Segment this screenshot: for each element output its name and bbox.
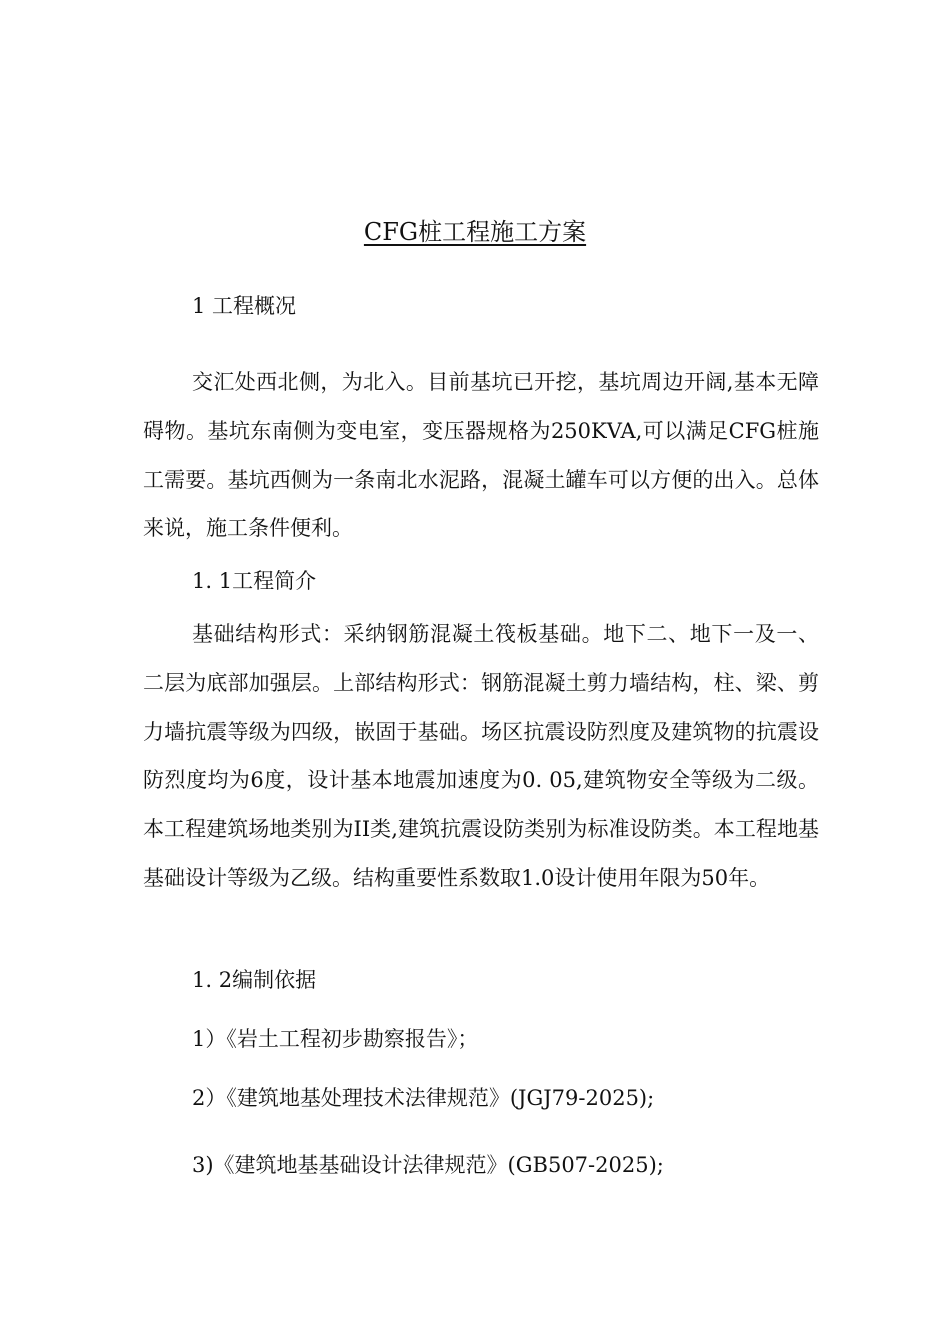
section-heading-1: 1 工程概况: [192, 294, 297, 318]
reference-item: 1）《岩土工程初步勘察报告》；: [192, 1027, 479, 1051]
reference-item: 2）《建筑地基处理技术法律规范》(JGJ79-2025);: [192, 1086, 655, 1110]
document-title: CFG桩工程施工方案: [363, 218, 587, 246]
section-heading-1-2: 1. 2编制依据: [192, 968, 317, 992]
section-heading-1-1: 1. 1工程简介: [192, 569, 317, 593]
reference-item: 3)《建筑地基基础设计法律规范》(GB507-2025);: [192, 1153, 664, 1177]
paragraph-project-intro: 基础结构形式：采纳钢筋混凝土筏板基础。地下二、地下一及一、二层为底部加强层。上部结构形式：钢筋混凝土剪力墙结构，柱、梁、剪力墙抗震等级为四级，嵌固于基础。场区抗震设防烈度及建筑物的抗震设防烈度均为6度，设计基本地震加速度为0. 05,建筑物安全等级为二级。本工程建筑场地类别为II类,建筑抗震设防类别为标准设防类。本工程地基基础设计等级为乙级。结构重要性系数取1.0设计使用年限为50年。: [143, 622, 819, 890]
paragraph-site-conditions: 交汇处西北侧，为北入。目前基坑已开挖，基坑周边开阔,基本无障碍物。基坑东南侧为变电室，变压器规格为250KVA,可以满足CFG桩施工需要。基坑西侧为一条南北水泥路，混凝土罐车可以方便的出入。总体来说，施工条件便利。: [143, 370, 819, 541]
